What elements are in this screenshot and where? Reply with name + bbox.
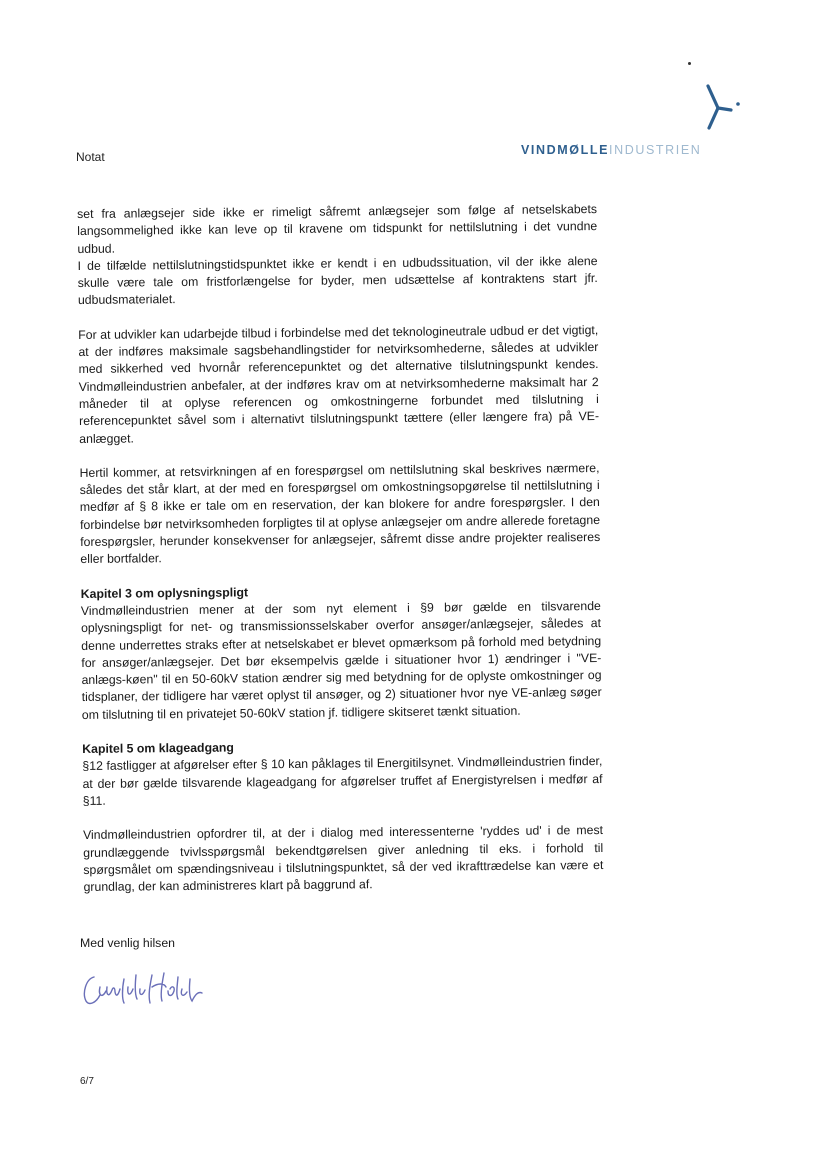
paragraph-4: Hertil kommer, at retsvirkningen af en forespørgsel om nettilslutning skal beskrives nærmere, således det står klart, at der med en forespørgsel om omkostningsopgørelse til nettilslutning i medfør af § 8 ikke er tale om en reservation, der kan blokere for andre forespørgsler. I den forbindelse bør netvirksomheden forpligtes til at oplyse anlægsejer om andre allerede foretagne forespørgsler, herunder konsekvenser for anlægsejer, såfremt disse andre projekter realiseres eller bortfalder. — [79, 460, 601, 567]
wind-turbine-logo-icon — [700, 82, 742, 134]
logo-wordmark-light: INDUSTRIEN — [609, 143, 702, 157]
page-number: 6/7 — [80, 1076, 94, 1087]
heading-kapitel-5: Kapitel 5 om klageadgang — [82, 740, 234, 756]
paragraph-7: Vindmølleindustrien opfordrer til, at der i dialog med interessenterne 'ryddes ud' i de mest grundlæggende tvivlsspørgsmål bekendtgørelsen giver anledning til eks. i forhold til spørgsmålet om spændingsniveau i tilslutningspunktet, så der ved ikrafttrædelse kan være et grundlag, der kan administreres klart på baggrund af. — [82, 823, 604, 895]
paragraph-5: Vindmølleindustrien mener at der som nyt element i §9 bør gælde en tilsvarende oplysningspligt for net- og transmissionsselskaber overfor ansøger/anlægsejer, således at denne underrettes straks efter at netselskabet er blevet opmærksom på forhold med betydning for ansøger/anlægsejer. Det bør eksempelvis gælde i situationer hvor 1) ændringer i "VE-anlægs-køen" til en 50-60kV station ændrer sig med betydning for de oplyste omkostninger og tidsplaner, der tidligere har været oplyst til ansøger, og 2) situationer hvor nye VE-anlæg søger om tilslutning til en privatejet 50-60kV station jf. tidligere skitseret tænkt situation. — [80, 598, 602, 722]
logo-wordmark — [521, 143, 701, 157]
paragraph-2: I de tilfælde nettilslutningstidspunktet ikke er kendt i en udbudssituation, vil der ikke alene skulle være tale om fristforlængelse for byder, men udsættelse af kontraktens start jfr. udbudsmaterialet. — [77, 253, 598, 308]
paragraph-1: set fra anlægsejer side ikke er rimeligt såfremt anlægsejer som følge af netselskabets langsommelighed ikke kan leve op til kravene om tidspunkt for nettilslutning i det vundne udbud. — [77, 202, 598, 256]
heading-kapitel-3: Kapitel 3 om oplysningspligt — [80, 585, 249, 601]
logo-wordmark-strong: VINDMØLLE — [521, 143, 610, 157]
scan-speck — [688, 62, 691, 65]
letter-body — [77, 201, 604, 913]
paragraph-6: §12 fastligger at afgørelser efter § 10 kan påklages til Energitilsynet. Vindmølleindustrien finder, at der bør gælde tilsvarende klageadgang for afgørelser truffet af Energistyrelsen i medfør af §11. — [82, 754, 603, 808]
handwritten-signature — [80, 965, 210, 1010]
document-type-label: Notat — [76, 150, 105, 164]
closing-salutation: Med venlig hilsen — [80, 936, 176, 950]
paragraph-3: For at udvikler kan udarbejde tilbud i forbindelse med det teknologineutrale udbud er det vigtigt, at der indføres maksimale sagsbehandlingstider for netvirksomhederne, således at udvikler med sikkerhed ved hvornår referencepunktet og det alternative tilslutningspunkt kendes. Vindmølleindustrien anbefaler, at der indføres krav om at netvirksomhederne maksimalt har 2 måneder til at oplyse referencen og omkostningerne forbundet med tilslutning i referencepunktet såvel som i alternativt tilslutningspunkt tættere (eller længere fra) på VE-anlægget. — [78, 322, 600, 446]
